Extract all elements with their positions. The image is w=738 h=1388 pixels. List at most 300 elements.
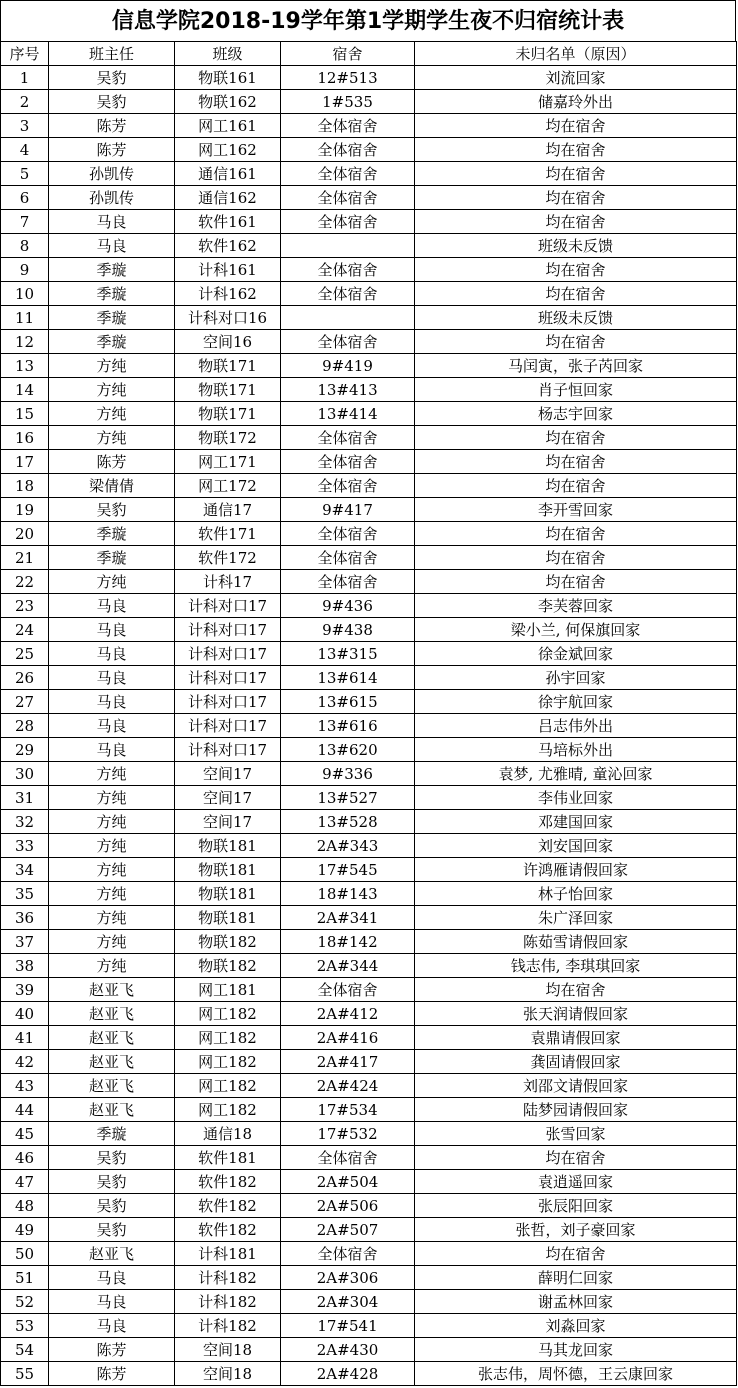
table-row: [1, 690, 737, 714]
teacher-cell[interactable]: 赵亚飞: [49, 1026, 175, 1050]
absent-list-cell[interactable]: 邓建国回家: [415, 810, 737, 834]
teacher-cell[interactable]: 吴豹: [49, 498, 175, 522]
class-cell[interactable]: 计科182: [175, 1266, 281, 1290]
serial-cell[interactable]: 48: [1, 1194, 49, 1218]
dorm-cell[interactable]: 2A#430: [281, 1338, 415, 1362]
dorm-cell[interactable]: [281, 234, 415, 258]
absent-list-cell[interactable]: 徐宇航回家: [415, 690, 737, 714]
dorm-cell[interactable]: 全体宿舍: [281, 210, 415, 234]
serial-cell[interactable]: 40: [1, 1002, 49, 1026]
class-cell[interactable]: 网工161: [175, 114, 281, 138]
class-cell[interactable]: 计科对口16: [175, 306, 281, 330]
absent-list-cell[interactable]: 梁小兰, 何保旗回家: [415, 618, 737, 642]
serial-cell[interactable]: 30: [1, 762, 49, 786]
class-cell[interactable]: 空间16: [175, 330, 281, 354]
absent-list-cell[interactable]: 均在宿舍: [415, 186, 737, 210]
class-cell[interactable]: 计科对口17: [175, 666, 281, 690]
teacher-cell[interactable]: 季璇: [49, 282, 175, 306]
teacher-cell[interactable]: 陈芳: [49, 138, 175, 162]
teacher-cell[interactable]: 季璇: [49, 522, 175, 546]
absent-list-cell[interactable]: 马培标外出: [415, 738, 737, 762]
serial-cell[interactable]: 20: [1, 522, 49, 546]
serial-cell[interactable]: 6: [1, 186, 49, 210]
class-cell[interactable]: 网工182: [175, 1002, 281, 1026]
class-cell[interactable]: 空间17: [175, 762, 281, 786]
dorm-cell[interactable]: [281, 306, 415, 330]
table-row: [1, 546, 737, 570]
absent-list-cell[interactable]: 钱志伟, 李琪琪回家: [415, 954, 737, 978]
class-cell[interactable]: 通信18: [175, 1122, 281, 1146]
teacher-cell[interactable]: 马良: [49, 666, 175, 690]
serial-cell[interactable]: 37: [1, 930, 49, 954]
serial-cell[interactable]: 34: [1, 858, 49, 882]
class-cell[interactable]: 物联171: [175, 402, 281, 426]
table-row: [1, 666, 737, 690]
class-cell[interactable]: 物联181: [175, 906, 281, 930]
absent-list-cell[interactable]: 均在宿舍: [415, 330, 737, 354]
serial-cell[interactable]: 50: [1, 1242, 49, 1266]
dorm-cell[interactable]: 2A#343: [281, 834, 415, 858]
absent-list-cell[interactable]: 许鸿雁请假回家: [415, 858, 737, 882]
absent-list-cell[interactable]: 均在宿舍: [415, 258, 737, 282]
absent-list-cell[interactable]: 陈茹雪请假回家: [415, 930, 737, 954]
dorm-cell[interactable]: 全体宿舍: [281, 426, 415, 450]
table-row: [1, 714, 737, 738]
absent-list-cell[interactable]: 均在宿舍: [415, 1242, 737, 1266]
teacher-cell[interactable]: 吴豹: [49, 1170, 175, 1194]
class-cell[interactable]: 空间17: [175, 810, 281, 834]
teacher-cell[interactable]: 方纯: [49, 378, 175, 402]
dorm-cell[interactable]: 17#534: [281, 1098, 415, 1122]
absent-list-cell[interactable]: 孙宇回家: [415, 666, 737, 690]
absent-list-cell[interactable]: 林子怡回家: [415, 882, 737, 906]
dorm-cell[interactable]: 9#336: [281, 762, 415, 786]
serial-cell[interactable]: 3: [1, 114, 49, 138]
dorm-cell[interactable]: 17#545: [281, 858, 415, 882]
absent-list-cell[interactable]: 均在宿舍: [415, 282, 737, 306]
teacher-cell[interactable]: 方纯: [49, 786, 175, 810]
dorm-cell[interactable]: 全体宿舍: [281, 546, 415, 570]
dorm-cell[interactable]: 全体宿舍: [281, 570, 415, 594]
absent-list-cell[interactable]: 马闰寅，张子芮回家: [415, 354, 737, 378]
absent-list-cell[interactable]: 李伟业回家: [415, 786, 737, 810]
teacher-cell[interactable]: 马良: [49, 642, 175, 666]
dorm-cell[interactable]: 全体宿舍: [281, 450, 415, 474]
serial-cell[interactable]: 46: [1, 1146, 49, 1170]
table-row: [1, 738, 737, 762]
class-cell[interactable]: 物联172: [175, 426, 281, 450]
class-cell[interactable]: 软件161: [175, 210, 281, 234]
dorm-cell[interactable]: 18#143: [281, 882, 415, 906]
teacher-cell[interactable]: 季璇: [49, 1122, 175, 1146]
absent-list-cell[interactable]: 陆梦园请假回家: [415, 1098, 737, 1122]
teacher-cell[interactable]: 方纯: [49, 882, 175, 906]
absent-list-cell[interactable]: 均在宿舍: [415, 522, 737, 546]
teacher-cell[interactable]: 吴豹: [49, 90, 175, 114]
class-cell[interactable]: 通信17: [175, 498, 281, 522]
absent-list-cell[interactable]: 袁梦, 尤雅晴, 童沁回家: [415, 762, 737, 786]
absent-list-cell[interactable]: 张哲，刘子豪回家: [415, 1218, 737, 1242]
absent-list-cell[interactable]: 龚固请假回家: [415, 1050, 737, 1074]
dorm-cell[interactable]: 2A#416: [281, 1026, 415, 1050]
teacher-cell[interactable]: 马良: [49, 690, 175, 714]
dorm-cell[interactable]: 全体宿舍: [281, 978, 415, 1002]
dorm-cell[interactable]: 全体宿舍: [281, 114, 415, 138]
serial-cell[interactable]: 5: [1, 162, 49, 186]
teacher-cell[interactable]: 梁倩倩: [49, 474, 175, 498]
absent-list-cell[interactable]: 班级未反馈: [415, 234, 737, 258]
table-row: [1, 282, 737, 306]
teacher-cell[interactable]: 赵亚飞: [49, 1074, 175, 1098]
dorm-cell[interactable]: 13#315: [281, 642, 415, 666]
teacher-cell[interactable]: 马良: [49, 714, 175, 738]
class-cell[interactable]: 网工181: [175, 978, 281, 1002]
dorm-cell[interactable]: 全体宿舍: [281, 474, 415, 498]
dorm-cell[interactable]: 全体宿舍: [281, 162, 415, 186]
serial-cell[interactable]: 31: [1, 786, 49, 810]
absent-list-cell[interactable]: 班级未反馈: [415, 306, 737, 330]
serial-cell[interactable]: 44: [1, 1098, 49, 1122]
dorm-cell[interactable]: 13#615: [281, 690, 415, 714]
serial-cell[interactable]: 38: [1, 954, 49, 978]
serial-cell[interactable]: 19: [1, 498, 49, 522]
absent-list-cell[interactable]: 朱广泽回家: [415, 906, 737, 930]
teacher-cell[interactable]: 方纯: [49, 834, 175, 858]
serial-cell[interactable]: 54: [1, 1338, 49, 1362]
teacher-cell[interactable]: 赵亚飞: [49, 1050, 175, 1074]
class-cell[interactable]: 物联182: [175, 930, 281, 954]
absent-list-cell[interactable]: 张雪回家: [415, 1122, 737, 1146]
serial-cell[interactable]: 29: [1, 738, 49, 762]
class-cell[interactable]: 网工171: [175, 450, 281, 474]
dorm-cell[interactable]: 13#616: [281, 714, 415, 738]
sheet-title: 信息学院2018-19学年第1学期学生夜不归宿统计表: [0, 0, 736, 41]
dorm-cell[interactable]: 9#438: [281, 618, 415, 642]
dorm-cell[interactable]: 17#541: [281, 1314, 415, 1338]
serial-cell[interactable]: 7: [1, 210, 49, 234]
serial-cell[interactable]: 42: [1, 1050, 49, 1074]
absent-list-cell[interactable]: 张志伟，周怀德，王云康回家: [415, 1362, 737, 1386]
table-row: [1, 1314, 737, 1338]
class-cell[interactable]: 计科对口17: [175, 594, 281, 618]
dorm-cell[interactable]: 1#535: [281, 90, 415, 114]
absent-list-cell[interactable]: 储嘉玲外出: [415, 90, 737, 114]
dorm-cell[interactable]: 全体宿舍: [281, 282, 415, 306]
dorm-cell[interactable]: 全体宿舍: [281, 330, 415, 354]
dorm-cell[interactable]: 全体宿舍: [281, 1242, 415, 1266]
absent-list-cell[interactable]: 均在宿舍: [415, 138, 737, 162]
absent-list-cell[interactable]: 刘流回家: [415, 66, 737, 90]
class-cell[interactable]: 计科17: [175, 570, 281, 594]
class-cell[interactable]: 物联171: [175, 378, 281, 402]
serial-cell[interactable]: 1: [1, 66, 49, 90]
dorm-cell[interactable]: 9#417: [281, 498, 415, 522]
dorm-cell[interactable]: 全体宿舍: [281, 258, 415, 282]
teacher-cell[interactable]: 孙凯传: [49, 186, 175, 210]
serial-cell[interactable]: 51: [1, 1266, 49, 1290]
serial-cell[interactable]: 17: [1, 450, 49, 474]
teacher-cell[interactable]: 马良: [49, 1314, 175, 1338]
class-cell[interactable]: 软件182: [175, 1218, 281, 1242]
absent-list-cell[interactable]: 袁鼎请假回家: [415, 1026, 737, 1050]
class-cell[interactable]: 网工182: [175, 1074, 281, 1098]
class-cell[interactable]: 软件181: [175, 1146, 281, 1170]
teacher-cell[interactable]: 吴豹: [49, 1194, 175, 1218]
serial-cell[interactable]: 21: [1, 546, 49, 570]
table-row: [1, 1098, 737, 1122]
dorm-cell[interactable]: 全体宿舍: [281, 1146, 415, 1170]
absent-list-cell[interactable]: 马其龙回家: [415, 1338, 737, 1362]
dorm-cell[interactable]: 13#528: [281, 810, 415, 834]
serial-cell[interactable]: 23: [1, 594, 49, 618]
absent-list-cell[interactable]: 杨志宇回家: [415, 402, 737, 426]
teacher-cell[interactable]: 季璇: [49, 306, 175, 330]
table-row: [1, 66, 737, 90]
table-row: [1, 786, 737, 810]
dorm-cell[interactable]: 2A#424: [281, 1074, 415, 1098]
dorm-cell[interactable]: 9#419: [281, 354, 415, 378]
class-cell[interactable]: 计科181: [175, 1242, 281, 1266]
dorm-cell[interactable]: 2A#304: [281, 1290, 415, 1314]
teacher-cell[interactable]: 陈芳: [49, 450, 175, 474]
class-cell[interactable]: 物联181: [175, 882, 281, 906]
teacher-cell[interactable]: 方纯: [49, 426, 175, 450]
class-cell[interactable]: 计科对口17: [175, 690, 281, 714]
table-row: [1, 1050, 737, 1074]
table-row: [1, 954, 737, 978]
dorm-cell[interactable]: 全体宿舍: [281, 522, 415, 546]
class-cell[interactable]: 通信162: [175, 186, 281, 210]
serial-cell[interactable]: 36: [1, 906, 49, 930]
teacher-cell[interactable]: 方纯: [49, 402, 175, 426]
absent-list-cell[interactable]: 谢孟林回家: [415, 1290, 737, 1314]
class-cell[interactable]: 计科对口17: [175, 618, 281, 642]
dorm-cell[interactable]: 2A#344: [281, 954, 415, 978]
absent-list-cell[interactable]: 刘安国回家: [415, 834, 737, 858]
class-cell[interactable]: 软件162: [175, 234, 281, 258]
absent-list-cell[interactable]: 均在宿舍: [415, 450, 737, 474]
header-serial: 序号: [1, 42, 49, 66]
class-cell[interactable]: 物联182: [175, 954, 281, 978]
class-cell[interactable]: 软件172: [175, 546, 281, 570]
teacher-cell[interactable]: 方纯: [49, 906, 175, 930]
absent-list-cell[interactable]: 张天润请假回家: [415, 1002, 737, 1026]
teacher-cell[interactable]: 陈芳: [49, 114, 175, 138]
class-cell[interactable]: 网工172: [175, 474, 281, 498]
teacher-cell[interactable]: 季璇: [49, 546, 175, 570]
class-cell[interactable]: 网工182: [175, 1050, 281, 1074]
dorm-cell[interactable]: 2A#341: [281, 906, 415, 930]
serial-cell[interactable]: 22: [1, 570, 49, 594]
class-cell[interactable]: 通信161: [175, 162, 281, 186]
class-cell[interactable]: 软件182: [175, 1194, 281, 1218]
teacher-cell[interactable]: 方纯: [49, 762, 175, 786]
teacher-cell[interactable]: 方纯: [49, 570, 175, 594]
table-row: [1, 1266, 737, 1290]
serial-cell[interactable]: 47: [1, 1170, 49, 1194]
serial-cell[interactable]: 11: [1, 306, 49, 330]
teacher-cell[interactable]: 季璇: [49, 330, 175, 354]
serial-cell[interactable]: 18: [1, 474, 49, 498]
serial-cell[interactable]: 35: [1, 882, 49, 906]
teacher-cell[interactable]: 马良: [49, 210, 175, 234]
serial-cell[interactable]: 28: [1, 714, 49, 738]
class-cell[interactable]: 计科182: [175, 1314, 281, 1338]
teacher-cell[interactable]: 吴豹: [49, 66, 175, 90]
absent-list-cell[interactable]: 刘淼回家: [415, 1314, 737, 1338]
class-cell[interactable]: 计科对口17: [175, 642, 281, 666]
table-row: [1, 498, 737, 522]
teacher-cell[interactable]: 陈芳: [49, 1338, 175, 1362]
dorm-cell[interactable]: 全体宿舍: [281, 186, 415, 210]
dorm-cell[interactable]: 9#436: [281, 594, 415, 618]
class-cell[interactable]: 网工182: [175, 1026, 281, 1050]
absent-list-cell[interactable]: 均在宿舍: [415, 210, 737, 234]
class-cell[interactable]: 物联161: [175, 66, 281, 90]
table-row: [1, 114, 737, 138]
absent-list-cell[interactable]: 袁逍遥回家: [415, 1170, 737, 1194]
table-row: [1, 306, 737, 330]
teacher-cell[interactable]: 赵亚飞: [49, 978, 175, 1002]
table-row: [1, 258, 737, 282]
class-cell[interactable]: 网工162: [175, 138, 281, 162]
absent-list-cell[interactable]: 均在宿舍: [415, 546, 737, 570]
serial-cell[interactable]: 12: [1, 330, 49, 354]
class-cell[interactable]: 物联181: [175, 834, 281, 858]
dorm-cell[interactable]: 13#614: [281, 666, 415, 690]
serial-cell[interactable]: 25: [1, 642, 49, 666]
serial-cell[interactable]: 4: [1, 138, 49, 162]
absent-list-cell[interactable]: 徐金斌回家: [415, 642, 737, 666]
dorm-cell[interactable]: 18#142: [281, 930, 415, 954]
teacher-cell[interactable]: 马良: [49, 738, 175, 762]
table-body: [1, 66, 737, 1386]
absent-list-cell[interactable]: 李芙蓉回家: [415, 594, 737, 618]
teacher-cell[interactable]: 马良: [49, 618, 175, 642]
absent-list-cell[interactable]: 李开雪回家: [415, 498, 737, 522]
dorm-cell[interactable]: 13#413: [281, 378, 415, 402]
serial-cell[interactable]: 16: [1, 426, 49, 450]
absent-list-cell[interactable]: 均在宿舍: [415, 426, 737, 450]
dorm-cell[interactable]: 2A#417: [281, 1050, 415, 1074]
absent-list-cell[interactable]: 刘邵文请假回家: [415, 1074, 737, 1098]
class-cell[interactable]: 计科161: [175, 258, 281, 282]
absent-list-cell[interactable]: 均在宿舍: [415, 978, 737, 1002]
class-cell[interactable]: 空间18: [175, 1338, 281, 1362]
class-cell[interactable]: 软件171: [175, 522, 281, 546]
teacher-cell[interactable]: 吴豹: [49, 1146, 175, 1170]
serial-cell[interactable]: 8: [1, 234, 49, 258]
teacher-cell[interactable]: 马良: [49, 594, 175, 618]
class-cell[interactable]: 软件182: [175, 1170, 281, 1194]
dorm-cell[interactable]: 13#620: [281, 738, 415, 762]
absent-list-cell[interactable]: 薛明仁回家: [415, 1266, 737, 1290]
teacher-cell[interactable]: 方纯: [49, 930, 175, 954]
dorm-cell[interactable]: 2A#507: [281, 1218, 415, 1242]
teacher-cell[interactable]: 方纯: [49, 954, 175, 978]
absent-list-cell[interactable]: 均在宿舍: [415, 570, 737, 594]
absent-list-cell[interactable]: 吕志伟外出: [415, 714, 737, 738]
serial-cell[interactable]: 27: [1, 690, 49, 714]
teacher-cell[interactable]: 季璇: [49, 258, 175, 282]
class-cell[interactable]: 物联162: [175, 90, 281, 114]
absent-list-cell[interactable]: 均在宿舍: [415, 162, 737, 186]
serial-cell[interactable]: 2: [1, 90, 49, 114]
teacher-cell[interactable]: 方纯: [49, 810, 175, 834]
class-cell[interactable]: 计科162: [175, 282, 281, 306]
class-cell[interactable]: 网工182: [175, 1098, 281, 1122]
absent-list-cell[interactable]: 张辰阳回家: [415, 1194, 737, 1218]
dorm-cell[interactable]: 13#414: [281, 402, 415, 426]
serial-cell[interactable]: 10: [1, 282, 49, 306]
serial-cell[interactable]: 14: [1, 378, 49, 402]
dorm-cell[interactable]: 全体宿舍: [281, 138, 415, 162]
dorm-cell[interactable]: 12#513: [281, 66, 415, 90]
class-cell[interactable]: 计科182: [175, 1290, 281, 1314]
dorm-cell[interactable]: 2A#504: [281, 1170, 415, 1194]
teacher-cell[interactable]: 赵亚飞: [49, 1098, 175, 1122]
serial-cell[interactable]: 39: [1, 978, 49, 1002]
teacher-cell[interactable]: 马良: [49, 1266, 175, 1290]
teacher-cell[interactable]: 马良: [49, 234, 175, 258]
serial-cell[interactable]: 13: [1, 354, 49, 378]
dorm-cell[interactable]: 17#532: [281, 1122, 415, 1146]
serial-cell[interactable]: 45: [1, 1122, 49, 1146]
dorm-cell[interactable]: 13#527: [281, 786, 415, 810]
teacher-cell[interactable]: 吴豹: [49, 1218, 175, 1242]
dorm-cell[interactable]: 2A#506: [281, 1194, 415, 1218]
teacher-cell[interactable]: 方纯: [49, 354, 175, 378]
serial-cell[interactable]: 55: [1, 1362, 49, 1386]
table-row: [1, 834, 737, 858]
serial-cell[interactable]: 24: [1, 618, 49, 642]
serial-cell[interactable]: 49: [1, 1218, 49, 1242]
serial-cell[interactable]: 43: [1, 1074, 49, 1098]
teacher-cell[interactable]: 赵亚飞: [49, 1002, 175, 1026]
absent-list-cell[interactable]: 均在宿舍: [415, 474, 737, 498]
class-cell[interactable]: 计科对口17: [175, 738, 281, 762]
class-cell[interactable]: 空间18: [175, 1362, 281, 1386]
class-cell[interactable]: 物联171: [175, 354, 281, 378]
table-row: [1, 1026, 737, 1050]
dorm-cell[interactable]: 2A#412: [281, 1002, 415, 1026]
teacher-cell[interactable]: 方纯: [49, 858, 175, 882]
serial-cell[interactable]: 41: [1, 1026, 49, 1050]
serial-cell[interactable]: 33: [1, 834, 49, 858]
teacher-cell[interactable]: 孙凯传: [49, 162, 175, 186]
class-cell[interactable]: 空间17: [175, 786, 281, 810]
class-cell[interactable]: 计科对口17: [175, 714, 281, 738]
absent-list-cell[interactable]: 肖子恒回家: [415, 378, 737, 402]
teacher-cell[interactable]: 陈芳: [49, 1362, 175, 1386]
serial-cell[interactable]: 15: [1, 402, 49, 426]
teacher-cell[interactable]: 赵亚飞: [49, 1242, 175, 1266]
serial-cell[interactable]: 52: [1, 1290, 49, 1314]
dorm-cell[interactable]: 2A#428: [281, 1362, 415, 1386]
table-row: [1, 162, 737, 186]
class-cell[interactable]: 物联181: [175, 858, 281, 882]
table-row: [1, 906, 737, 930]
serial-cell[interactable]: 26: [1, 666, 49, 690]
serial-cell[interactable]: 53: [1, 1314, 49, 1338]
teacher-cell[interactable]: 马良: [49, 1290, 175, 1314]
header-teacher: 班主任: [49, 42, 175, 66]
absent-list-cell[interactable]: 均在宿舍: [415, 114, 737, 138]
serial-cell[interactable]: 9: [1, 258, 49, 282]
absent-list-cell[interactable]: 均在宿舍: [415, 1146, 737, 1170]
dorm-cell[interactable]: 2A#306: [281, 1266, 415, 1290]
serial-cell[interactable]: 32: [1, 810, 49, 834]
